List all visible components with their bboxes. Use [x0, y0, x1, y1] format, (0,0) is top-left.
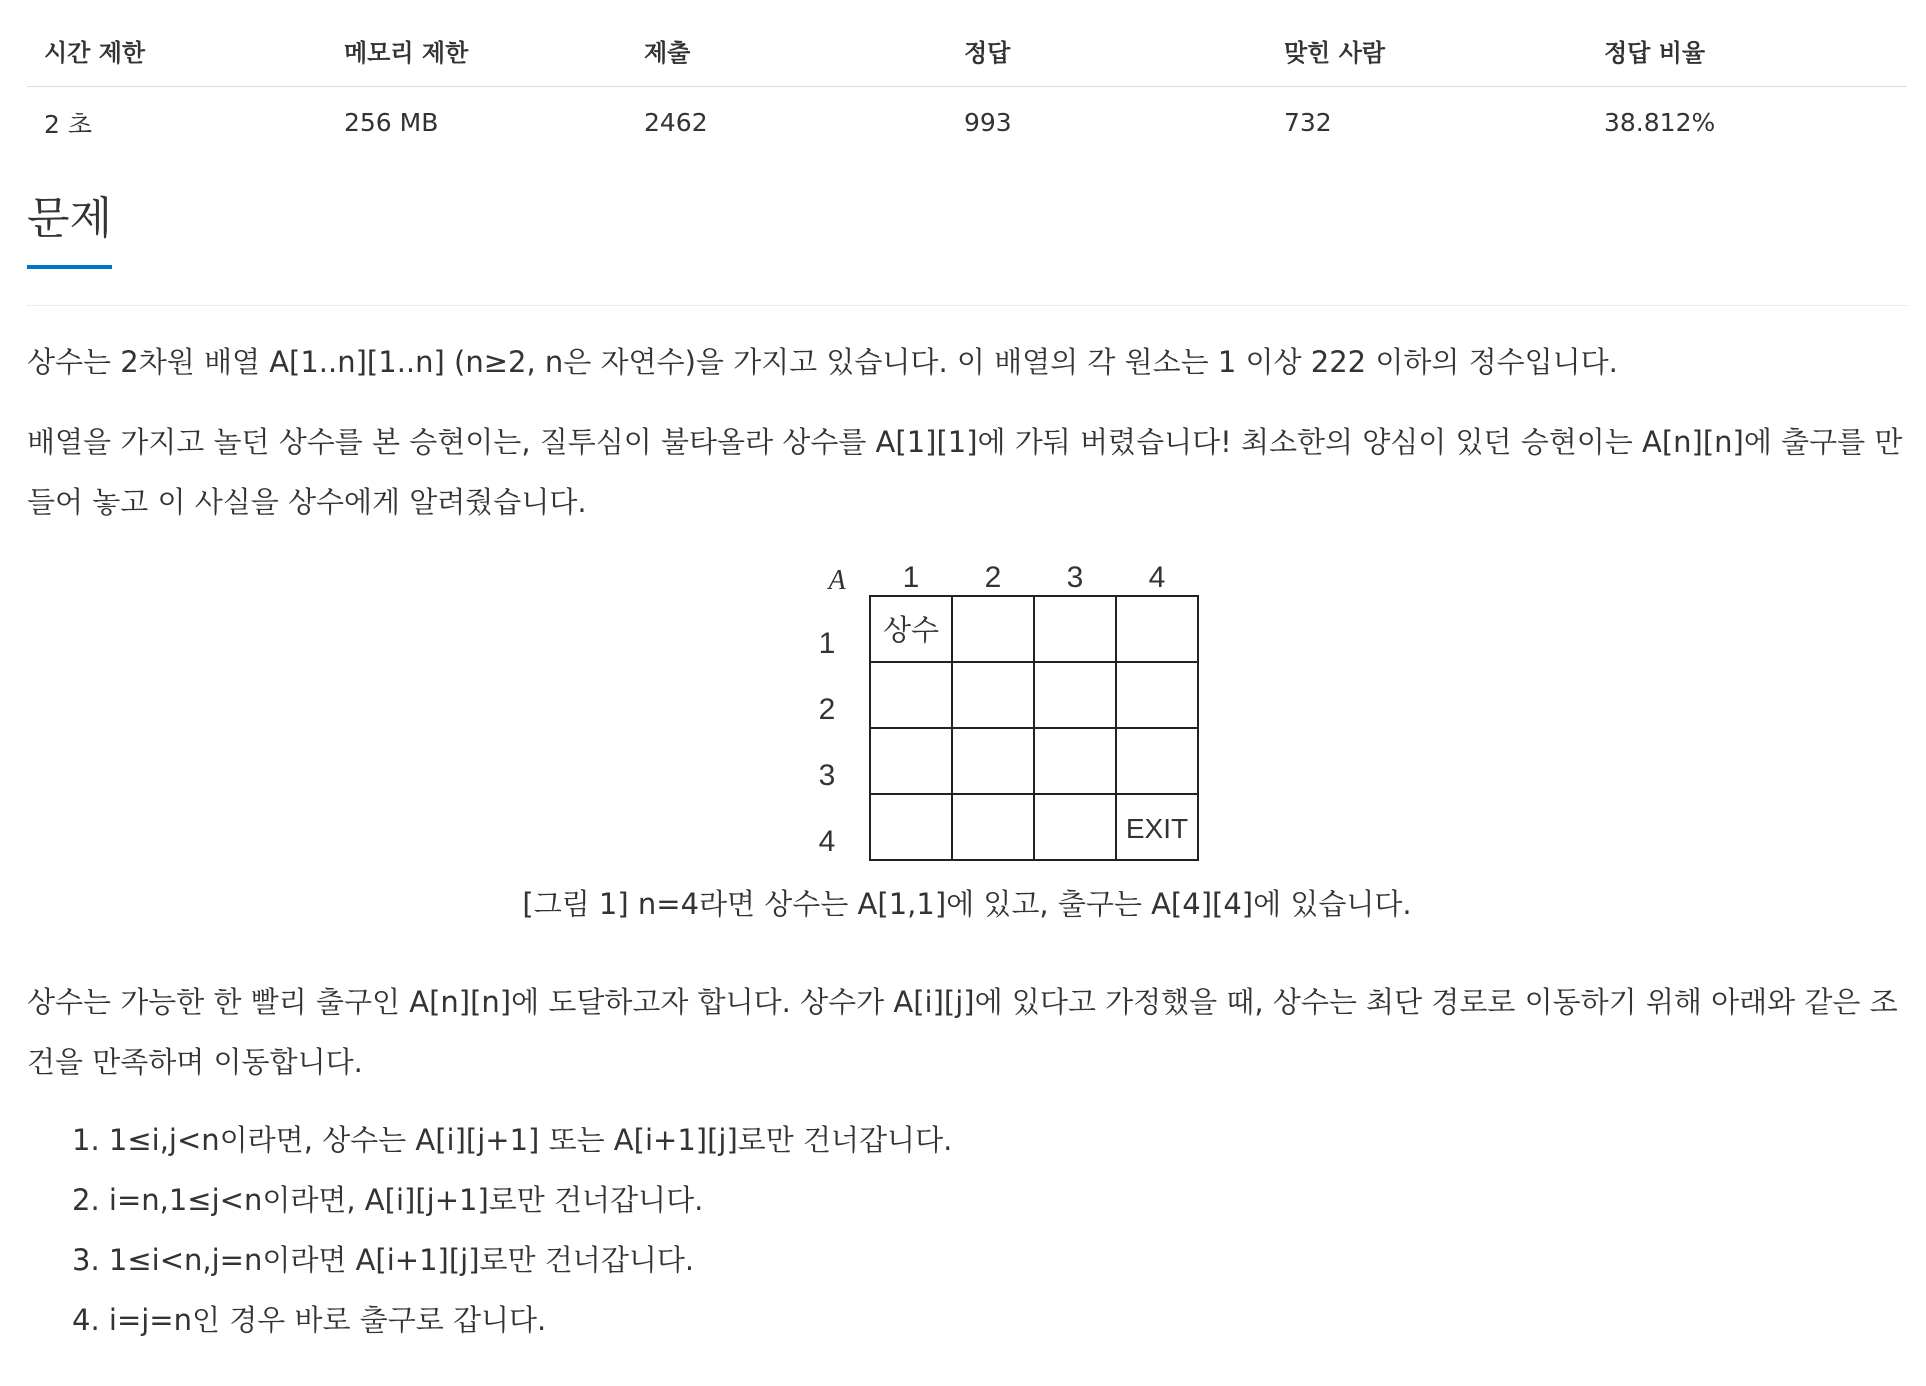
- problem-paragraph-3: 상수는 가능한 한 빨리 출구인 A[n][n]에 도달하고자 합니다. 상수가 A[i][j]에 있다고 가정했을 때, 상수는 최단 경로로 이동하기 위해 아래와 같은 조건을 만족하며 이동합니다.: [27, 984, 1898, 1079]
- rule-item: 4. i=j=n인 경우 바로 출구로 갑니다.: [72, 1302, 547, 1337]
- grid-row-label: 1: [818, 626, 836, 660]
- grid-col-label: 1: [902, 560, 920, 594]
- submissions-header: 제출: [627, 0, 947, 86]
- stats-header-row: [27, 0, 1907, 86]
- problem-paragraph-1: 상수는 2차원 배열 A[1..n][1..n] (n≥2, n은 자연수)을 가지고 있습니다. 이 배열의 각 원소는 1 이상 222 이하의 정수입니다.: [27, 344, 1618, 379]
- memory-limit-header: 메모리 제한: [327, 0, 627, 86]
- grid-row-label: 3: [818, 758, 836, 792]
- grid-start-cell-label: 상수: [882, 612, 940, 647]
- grid-figure: [27, 550, 1907, 950]
- accept-rate-value: 38.812%: [1604, 108, 1716, 137]
- accepted-header: 정답: [947, 0, 1267, 86]
- memory-limit-value: 256 MB: [344, 108, 439, 137]
- problem-section-header: [27, 192, 1907, 306]
- problem-section-title: 문제: [27, 189, 112, 269]
- solvers-value: 732: [1284, 108, 1332, 137]
- time-limit-header: 시간 제한: [27, 0, 327, 86]
- rule-item: 3. 1≤i<n,j=n이라면 A[i+1][j]로만 건너갑니다.: [72, 1242, 695, 1277]
- grid-col-label: 4: [1148, 560, 1166, 594]
- rule-item: 1. 1≤i,j<n이라면, 상수는 A[i][j+1] 또는 A[i+1][j]로만 건너갑니다.: [72, 1122, 953, 1157]
- accepted-value: 993: [964, 108, 1012, 137]
- submissions-value: 2462: [644, 108, 708, 137]
- grid-corner-label: A: [828, 564, 846, 596]
- problem-page: [27, 0, 1907, 1350]
- figure-caption: [그림 1] n=4라면 상수는 A[1,1]에 있고, 출구는 A[4][4]에 있습니다.: [522, 886, 1412, 921]
- problem-paragraph-2: 배열을 가지고 놀던 상수를 본 승현이는, 질투심이 불타올라 상수를 A[1][1]에 가둬 버렸습니다! 최소한의 양심이 있던 승현이는 A[n][n]에 출구를 만들어 놓고 이 사실을 상수에게 알려줬습니다.: [27, 424, 1903, 519]
- time-limit-value: 2 초: [44, 109, 93, 139]
- grid-row-label: 2: [818, 692, 836, 726]
- rule-item: 2. i=n,1≤j<n이라면, A[i][j+1]로만 건너갑니다.: [72, 1182, 704, 1217]
- grid-col-label: 3: [1066, 560, 1084, 594]
- grid-exit-cell-label: EXIT: [1125, 812, 1189, 844]
- grid-diagram: [787, 550, 1207, 870]
- grid-row-label: 4: [818, 824, 836, 858]
- problem-stats-table: [27, 0, 1907, 159]
- accept-rate-header: 정답 비율: [1587, 0, 1907, 86]
- grid-col-label: 2: [984, 560, 1002, 594]
- solvers-header: 맞힌 사람: [1267, 0, 1587, 86]
- movement-rules-list: [27, 1110, 1907, 1350]
- stats-value-row: [27, 86, 1907, 159]
